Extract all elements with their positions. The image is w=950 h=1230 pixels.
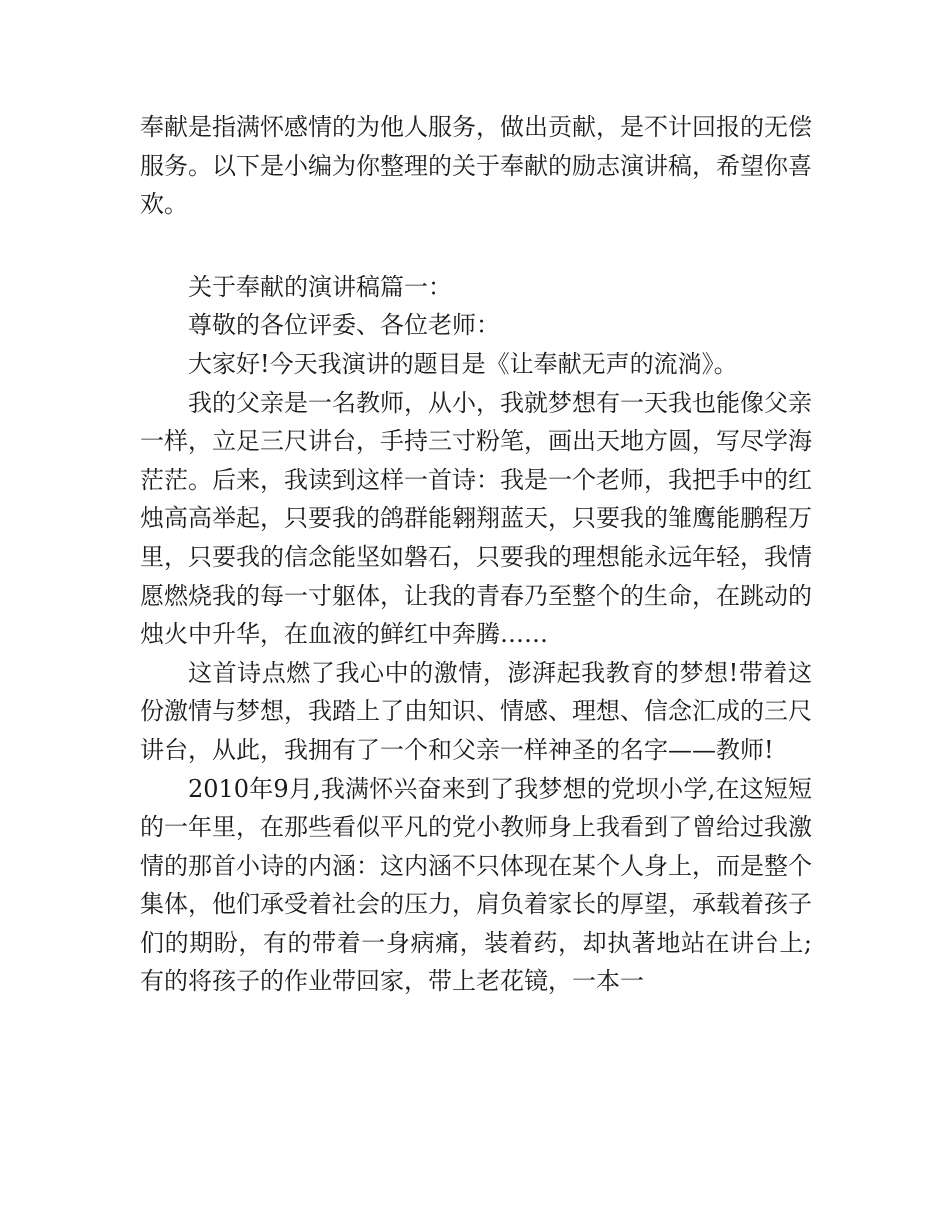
intro-paragraph: 奉献是指满怀感情的为他人服务，做出贡献，是不计回报的无偿服务。以下是小编为你整理的关于奉献的励志演讲稿，希望你喜欢。 bbox=[140, 113, 812, 219]
body-paragraph-3: 2010年9月,我满怀兴奋来到了我梦想的党坝小学,在这短短的一年里，在那些看似平凡的党小教师身上我看到了曾给过我激情的那首小诗的内涵：这内涵不只体现在某个人身上，而是整个集体，他们承受着社会的压力，肩负着家长的厚望，承载着孩子们的期盼，有的带着一身病痛，装着药，却执著地站在讲台上;有的将孩子的作业带回家，带上老花镜，一本一 bbox=[140, 774, 812, 996]
body-paragraph-1: 我的父亲是一名教师，从小，我就梦想有一天我也能像父亲一样，立足三尺讲台，手持三寸粉笔，画出天地方圆，写尽学海茫茫。后来，我读到这样一首诗：我是一个老师，我把手中的红烛高高举起，只要我的鸽群能翱翔蓝天，只要我的雏鹰能鹏程万里，只要我的信念能坚如磐石，只要我的理想能永远年轻，我情愿燃烧我的每一寸躯体，让我的青春乃至整个的生命，在跳动的烛火中升华，在血液的鲜红中奔腾…… bbox=[140, 388, 812, 649]
opening-line: 大家好!今天我演讲的题目是《让奉献无声的流淌》。 bbox=[188, 349, 738, 378]
greeting-line: 尊敬的各位评委、各位老师： bbox=[188, 311, 500, 340]
body-paragraph-2: 这首诗点燃了我心中的激情，澎湃起我教育的梦想!带着这份激情与梦想，我踏上了由知识、情感、理想、信念汇成的三尺讲台，从此，我拥有了一个和父亲一样神圣的名字——教师! bbox=[140, 658, 812, 764]
document-page bbox=[140, 108, 812, 1001]
section-title: 关于奉献的演讲稿篇一： bbox=[188, 272, 452, 301]
